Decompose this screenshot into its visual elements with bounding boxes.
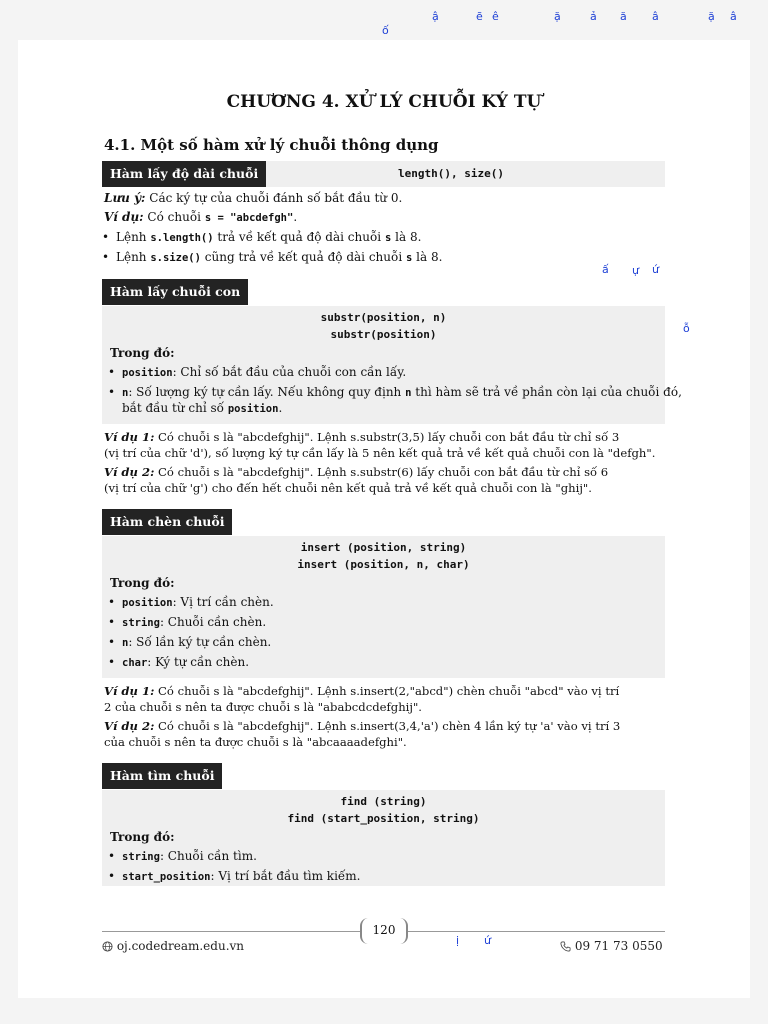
stray-mark: ặ xyxy=(554,10,561,23)
find-signature-1: find (string) xyxy=(340,795,427,808)
stray-mark: â xyxy=(730,10,737,23)
example-1-line-1 xyxy=(104,430,619,444)
param-bullet xyxy=(122,849,257,863)
section-tag-substr: Hàm lấy chuỗi con xyxy=(102,279,248,305)
section-tag-length: Hàm lấy độ dài chuỗi xyxy=(102,161,266,187)
param-code: n xyxy=(122,637,129,649)
param-text: bắt đầu từ chỉ số xyxy=(122,401,225,415)
example-line xyxy=(104,210,297,224)
section-title: 4.1. Một số hàm xử lý chuỗi thông dụng xyxy=(104,136,439,154)
stray-mark: ố xyxy=(382,24,389,37)
insert-signature-1: insert (position, string) xyxy=(300,541,467,554)
param-continuation xyxy=(122,401,282,415)
bullet-text: là 8. xyxy=(416,250,443,264)
example-1-line-1 xyxy=(104,684,619,698)
param-code: position xyxy=(122,597,173,609)
size-bullet xyxy=(116,250,442,264)
example-text: Có chuỗi s là "abcdefghij". Lệnh s.insert(3,4,'a') chèn 4 lần ký tự 'a' vào vị trí 3 xyxy=(158,719,621,733)
bullet-code: s.length() xyxy=(150,232,214,244)
example-2-line-1 xyxy=(104,719,620,733)
example-label: Ví dụ 1: xyxy=(104,430,155,444)
bullet-text: Lệnh xyxy=(116,250,147,264)
stray-mark: ị xyxy=(456,934,460,947)
bullet-code: s xyxy=(384,232,392,244)
footer-divider xyxy=(102,931,360,932)
stray-mark: ặ xyxy=(708,10,715,23)
stray-mark: ỗ xyxy=(683,322,690,335)
example-2-line-1 xyxy=(104,465,608,479)
param-text: : Số lượng ký tự cần lấy. Nếu không quy định xyxy=(128,385,402,399)
example-text: Có chuỗi xyxy=(147,210,201,224)
length-signature: length(), size() xyxy=(398,167,504,180)
param-text: : Chuỗi cần chèn. xyxy=(159,615,267,629)
globe-icon xyxy=(102,941,113,955)
param-bullet xyxy=(122,635,271,649)
where-label: Trong đó: xyxy=(110,576,175,590)
param-text: : Vị trí cần chèn. xyxy=(172,595,274,609)
where-label: Trong đó: xyxy=(110,830,175,844)
example-label: Ví dụ 2: xyxy=(104,465,155,479)
stray-mark: ê xyxy=(492,10,499,23)
website-text: oj.codedream.edu.vn xyxy=(116,939,245,953)
chapter-title: CHƯƠNG 4. XỬ LÝ CHUỖI KÝ TỰ xyxy=(226,92,542,112)
insert-signature-2: insert (position, n, char) xyxy=(297,558,470,571)
param-bullet xyxy=(122,869,361,883)
substr-signature-1: substr(position, n) xyxy=(320,311,447,324)
bullet-text: Lệnh xyxy=(116,230,147,244)
example-2-line-2: của chuỗi s nên ta được chuỗi s là "abcaaaadefghi". xyxy=(104,735,407,749)
stray-mark: ẽ xyxy=(476,10,483,23)
param-text: : Vị trí bắt đầu tìm kiếm. xyxy=(210,869,361,883)
param-code: char xyxy=(122,657,148,669)
param-code: string xyxy=(122,851,160,863)
example-label: Ví dụ 1: xyxy=(104,684,155,698)
example-end: . xyxy=(293,210,298,224)
example-2-line-2: (vị trí của chữ 'g') cho đến hết chuỗi nên kết quả trả về kết quả chuỗi con là "ghij". xyxy=(104,481,592,495)
where-label: Trong đó: xyxy=(110,346,175,360)
param-code: n xyxy=(405,387,412,399)
example-label: Ví dụ: xyxy=(104,210,144,224)
example-1-line-2: 2 của chuỗi s nên ta được chuỗi s là "ababcdcdefghij". xyxy=(104,700,422,714)
param-code: position xyxy=(122,367,173,379)
page-number: 120 xyxy=(360,918,408,944)
example-label: Ví dụ 2: xyxy=(104,719,155,733)
param-bullet xyxy=(122,595,274,609)
stray-mark: ứ xyxy=(484,934,491,947)
param-text: : Chuỗi cần tìm. xyxy=(159,849,257,863)
param-bullet xyxy=(122,385,682,399)
note-text: Các ký tự của chuỗi đánh số bắt đầu từ 0. xyxy=(149,191,403,205)
example-text: Có chuỗi s là "abcdefghij". Lệnh s.insert(2,"abcd") chèn chuỗi "abcd" vào vị trí xyxy=(158,684,620,698)
bullet-text: trả về kết quả độ dài chuỗi xyxy=(217,230,382,244)
example-code: s = "abcdefgh" xyxy=(204,212,294,224)
param-text: : Số lần ký tự cần chèn. xyxy=(128,635,272,649)
param-bullet xyxy=(122,365,406,379)
param-text: . xyxy=(278,401,283,415)
phone-text: 09 71 73 0550 xyxy=(574,939,663,953)
param-code: start_position xyxy=(122,871,211,883)
stray-mark: â xyxy=(652,10,659,23)
param-bullet xyxy=(122,655,249,669)
stray-mark: ậ xyxy=(432,10,439,23)
stray-mark: ả xyxy=(590,10,597,23)
stray-mark: ấ xyxy=(602,263,609,276)
footer-divider xyxy=(408,931,665,932)
example-text: Có chuỗi s là "abcdefghij". Lệnh s.substr(3,5) lấy chuỗi con bắt đầu từ chỉ số 3 xyxy=(158,430,620,444)
note-line xyxy=(104,191,402,205)
bullet-code: s.size() xyxy=(150,252,201,264)
footer-website xyxy=(102,939,244,955)
find-signature-2: find (start_position, string) xyxy=(287,812,480,825)
substr-signature-2: substr(position) xyxy=(330,328,437,341)
section-tag-find: Hàm tìm chuỗi xyxy=(102,763,222,789)
bullet-text: là 8. xyxy=(395,230,422,244)
section-tag-insert: Hàm chèn chuỗi xyxy=(102,509,232,535)
param-text: : Ký tự cần chèn. xyxy=(147,655,250,669)
note-label: Lưu ý: xyxy=(104,191,146,205)
bullet-code: s xyxy=(406,252,413,264)
phone-icon xyxy=(560,941,571,955)
param-code: position xyxy=(227,403,279,415)
param-code: n xyxy=(122,387,129,399)
example-1-line-2: (vị trí của chữ 'd'), số lượng ký tự cần lấy là 5 nên kết quả trả về kết quả chuỗi con là "defgh". xyxy=(104,446,656,460)
stray-mark: ự xyxy=(632,264,639,277)
param-code: string xyxy=(122,617,160,629)
stray-mark: ă xyxy=(620,10,627,23)
footer-phone xyxy=(560,939,663,955)
param-bullet xyxy=(122,615,266,629)
example-text: Có chuỗi s là "abcdefghij". Lệnh s.substr(6) lấy chuỗi con bắt đầu từ chỉ số 6 xyxy=(158,465,609,479)
param-text: thì hàm sẽ trả về phần còn lại của chuỗi đó, xyxy=(415,385,682,399)
length-bullet xyxy=(116,230,421,244)
stray-mark: ứ xyxy=(652,263,659,276)
bullet-text: cũng trả về kết quả độ dài chuỗi xyxy=(204,250,403,264)
param-text: : Chỉ số bắt đầu của chuỗi con cần lấy. xyxy=(172,365,407,379)
